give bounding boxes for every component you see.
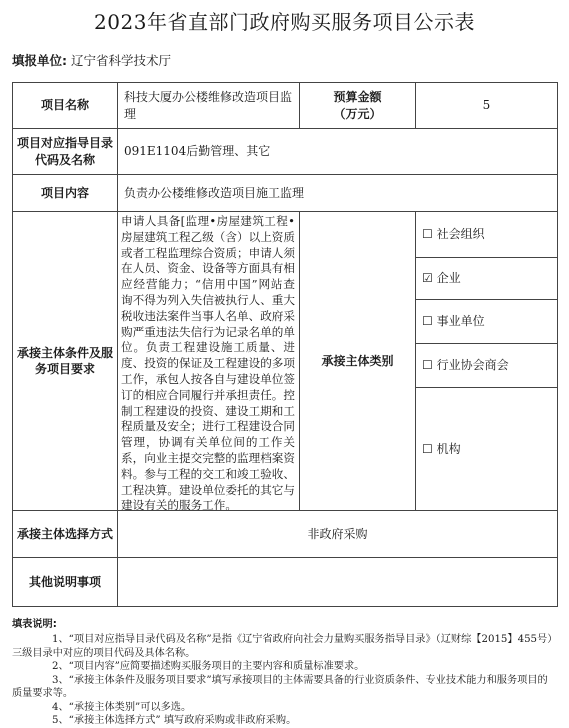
subject-type-option-label: 机构	[436, 441, 461, 456]
budget-label	[299, 82, 416, 129]
subject-type-option-1[interactable]	[415, 257, 558, 300]
subject-type-option-label: 社会组织	[436, 227, 485, 242]
instruction-item: 5、“承接主体选择方式” 填写政府采购或非政府采购。	[52, 715, 297, 727]
budget-value: 5	[415, 82, 558, 129]
fill-instructions	[12, 618, 557, 728]
reporting-unit-value: 辽宁省科学技术厅	[70, 53, 171, 68]
catalog-value: 091E1104后勤管理、其它	[117, 128, 558, 175]
reporting-unit-label: 填报单位:	[12, 53, 67, 68]
selection-method-label: 承接主体选择方式	[12, 510, 118, 558]
budget-unit: （万元）	[333, 106, 382, 121]
content-value: 负责办公楼维修改造项目施工监理	[117, 174, 558, 212]
page-title: 2023年省直部门政府购买服务项目公示表	[94, 10, 475, 34]
other-notes-value	[117, 557, 558, 607]
other-notes-label: 其他说明事项	[12, 557, 118, 607]
subject-type-label: 承接主体类别	[299, 211, 416, 511]
checkbox-icon[interactable]: ☐	[422, 441, 433, 456]
project-name-label: 项目名称	[12, 82, 118, 129]
subject-type-option-4[interactable]	[415, 387, 558, 511]
instruction-item: 2、“项目内容”应简要描述购买服务项目的主要内容和质量标准要求。	[52, 661, 365, 673]
selection-method-value: 非政府采购	[117, 510, 558, 558]
catalog-label: 项目对应指导目录代码及名称	[12, 128, 118, 175]
requirements-label: 承接主体条件及服务项目要求	[12, 211, 118, 511]
reporting-unit	[12, 51, 171, 69]
fill-instructions-heading: 填表说明:	[12, 619, 57, 630]
instruction-item: 4、“承接主体类别”可以多选。	[52, 701, 192, 713]
instruction-item: 3、“承接主体条件及服务项目要求”填写承接项目的主体需要具备的行业资质条件、专业技术能力和服务项目的质量要求等。	[12, 674, 548, 700]
subject-type-option-0[interactable]	[415, 211, 558, 258]
subject-type-option-2[interactable]	[415, 299, 558, 344]
subject-type-option-label: 行业协会商会	[436, 358, 509, 373]
subject-type-option-label: 企业	[436, 271, 461, 286]
budget-label-text: 预算金额	[333, 90, 382, 105]
checked-checkbox-icon[interactable]: ☑	[422, 271, 433, 286]
requirements-value: 申请人具备[监理•房屋建筑工程•房屋建筑工程乙级（含）以上资质或者工程监理综合资质；申请人须在人员、资金、设备等方面具有相应经营能力；“信用中国”网站查询不得为列入失信被执行人、重大税收违法案件当事人名单、政府采购严重违法失信行为记录名单的单位。负责工程建设施工质量、进度、投资的保证及工程建设的多项工作，承包人按各自与建设单位签订的相应合同履行并承担责任。控制工程建设的投资、建设工期和工程质量及安全；进行工程建设合同管理，协调有关单位间的工作关系，向业主提交完整的监理档案资料。参与工程的交工和竣工验收、工程决算。建设单位委托的其它与建设有关的服务工作。	[121, 214, 295, 513]
subject-type-option-label: 事业单位	[436, 314, 485, 329]
content-label: 项目内容	[12, 174, 118, 212]
project-name-value: 科技大厦办公楼维修改造项目监理	[117, 82, 300, 129]
checkbox-icon[interactable]: ☐	[422, 358, 433, 373]
subject-type-option-3[interactable]	[415, 343, 558, 388]
checkbox-icon[interactable]: ☐	[422, 314, 433, 329]
checkbox-icon[interactable]: ☐	[422, 227, 433, 242]
instruction-item: 1、“项目对应指导目录代码及名称”是指《辽宁省政府向社会力量购买服务指导目录》（辽财综【2015】455号）三级目录中对应的项目代码及具体名称。	[12, 634, 553, 659]
